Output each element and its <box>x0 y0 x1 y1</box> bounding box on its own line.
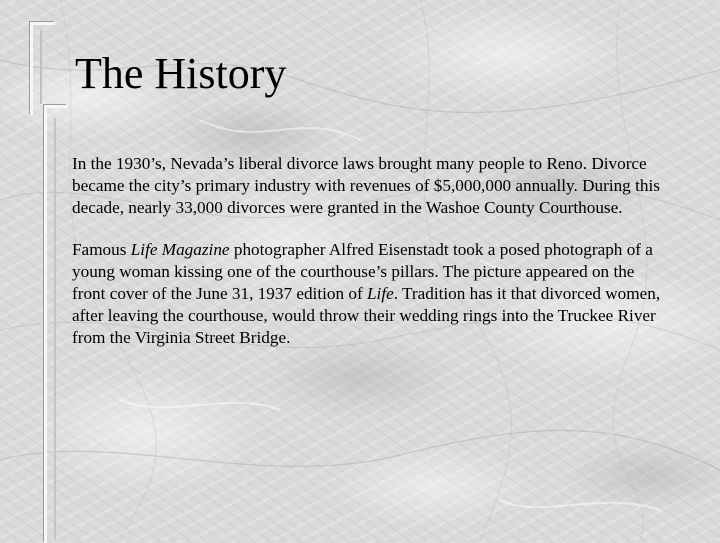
text-run: young woman kissing one of the courthouse’s pillars. The picture appeared on the <box>72 262 635 281</box>
text-run: front cover of the June 31, 1937 edition of <box>72 284 367 303</box>
body-bracket-inner <box>54 118 66 540</box>
text-run: became the city’s primary industry with revenues of $5,000,000 annually. During this <box>72 176 660 195</box>
italic-title-text: Life Magazine <box>130 240 230 259</box>
text-run: photographer Alfred Eisenstadt took a posed photograph of a <box>229 240 653 259</box>
title-bracket-inner <box>40 30 56 104</box>
paragraph-line <box>72 239 714 261</box>
paragraph-line <box>72 153 714 175</box>
paragraph-line <box>72 305 714 327</box>
text-run: Famous <box>72 240 131 259</box>
text-run: decade, nearly 33,000 divorces were granted in the Washoe County Courthouse. <box>72 198 623 217</box>
text-run: In the 1930’s, Nevada’s liberal divorce laws brought many people to Reno. Divorce <box>72 154 647 173</box>
text-run: from the Virginia Street Bridge. <box>72 328 291 347</box>
paragraph-line <box>72 197 714 219</box>
body-paragraph <box>72 239 714 349</box>
paragraph-line <box>72 283 714 305</box>
paragraph-line <box>72 175 714 197</box>
slide-body <box>72 153 714 369</box>
text-run: . Tradition has it that divorced women, <box>393 284 661 303</box>
slide-title: The History <box>75 49 287 98</box>
body-paragraph <box>72 153 714 219</box>
paragraph-line <box>72 261 714 283</box>
italic-title-text: Life <box>366 284 394 303</box>
text-run: after leaving the courthouse, would throw their wedding rings into the Truckee River <box>72 306 656 325</box>
paragraph-line <box>72 327 714 349</box>
